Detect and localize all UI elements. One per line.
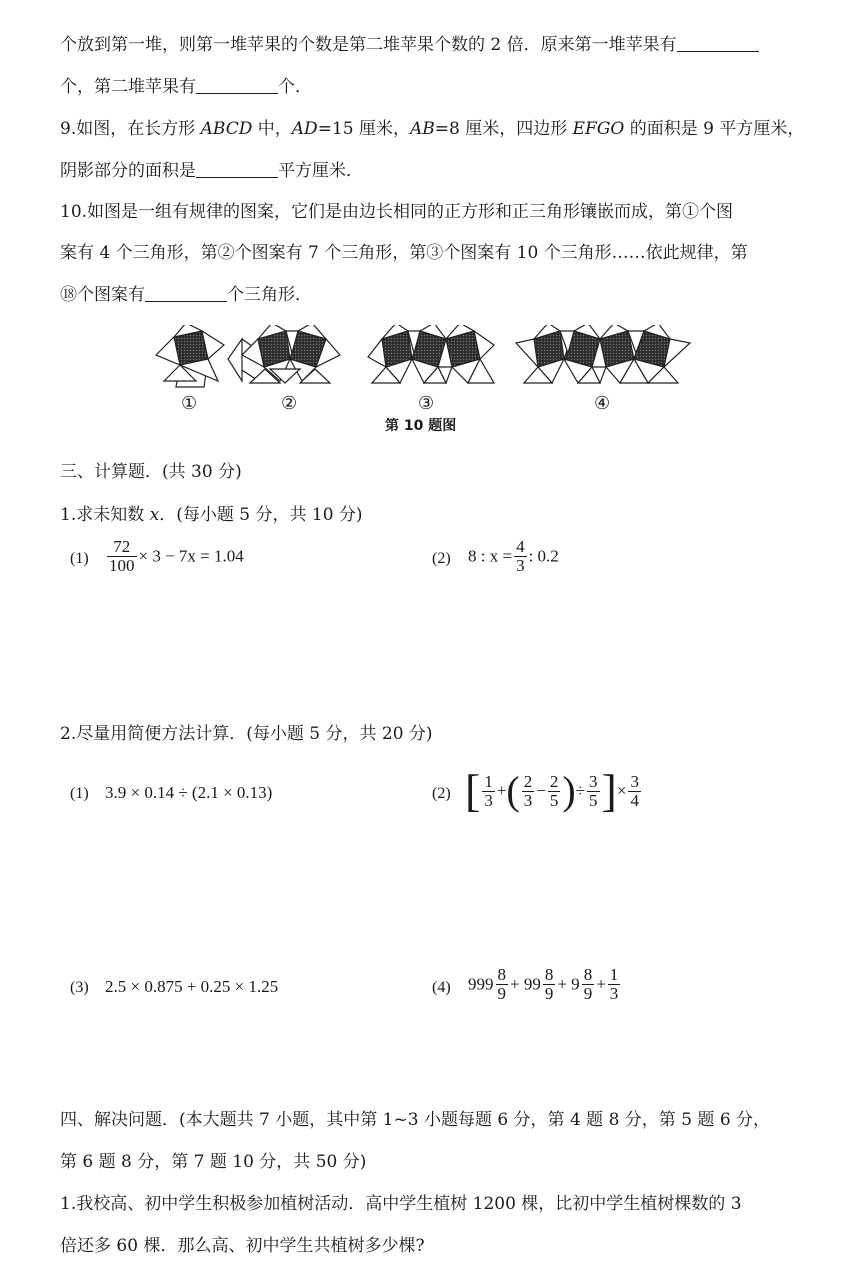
problem-1-line-1: 1.我校高、初中学生积极参加植树活动．高中学生植树 1200 棵，比初中学生植树棵数的 3 <box>60 1194 742 1214</box>
answer-blank[interactable] <box>196 75 278 94</box>
part-1-title: 1.求未知数 x．(每小题 5 分，共 10 分) <box>60 505 363 525</box>
q9-line-1: 9.如图，在长方形 ABCD 中，AD=15 厘米，AB=8 厘米，四边形 EFGO 的面积是 9 平方厘米， <box>60 119 805 139</box>
p2-3-expression: 2.5 × 0.875 + 0.25 × 1.25 <box>105 977 279 996</box>
p2-3-number: (3) <box>70 979 89 996</box>
p2-1-expression: 3.9 × 0.14 ÷ (2.1 × 0.13) <box>105 783 273 802</box>
p2-1-number: (1) <box>70 785 89 802</box>
section-3-title: 三、计算题．(共 30 分) <box>60 462 242 482</box>
p1-1-expression: $\frac{72}{100}$ × 3 − 7x = 1.04 <box>109 537 244 575</box>
answer-blank[interactable] <box>677 33 759 52</box>
problem-1-line-2: 倍还多 60 棵．那么高、初中学生共植树多少棵? <box>60 1236 425 1256</box>
q8-line-2: 个，第二堆苹果有 个． <box>60 77 312 97</box>
p2-4-number: (4) <box>432 979 451 996</box>
pattern-4 <box>516 325 690 383</box>
p1-2-expression: 8 : x = $\frac{4}{3}$ : 0.2 <box>468 537 559 575</box>
figure-caption: 第 10 题图 <box>385 418 457 434</box>
p2-4-expression: 999 $\frac{8}{9}$ + 99 $\frac{8}{9}$ + 9 $\frac{8}{9}$ + $\frac{1}{3}$ <box>468 965 619 1003</box>
answer-blank[interactable] <box>145 283 227 302</box>
pattern-1 <box>156 325 224 387</box>
p1-2-number: (2) <box>432 550 451 567</box>
q8-line-1: 个放到第一堆，则第一堆苹果的个数是第二堆苹果个数的 2 倍．原来第一堆苹果有 <box>60 33 759 57</box>
answer-blank[interactable] <box>196 159 278 178</box>
p2-2-expression: [ $\frac{1}{3}$ +( $\frac{2}{3}$ − $\frac{2}{5}$ )÷ $\frac{3}{5}$ ]× $\frac{3}{4}$ <box>465 765 639 816</box>
p2-2-number: (2) <box>432 785 451 802</box>
part-2-title: 2.尽量用简便方法计算．(每小题 5 分，共 20 分) <box>60 724 433 744</box>
figure-label-3: ③ <box>418 393 435 414</box>
section-4-title: 四、解决问题．(本大题共 7 小题，其中第 1~3 小题每题 6 分，第 4 题 8 分，第 5 题 6 分， <box>60 1110 771 1130</box>
q10-line-1: 10.如图是一组有规律的图案，它们是由边长相同的正方形和正三角形镶嵌而成，第①个图 <box>60 202 734 222</box>
q9-line-2: 阴影部分的面积是 平方厘米． <box>60 161 363 181</box>
figure-label-4: ④ <box>594 393 611 414</box>
q10-figure <box>150 325 710 395</box>
q10-line-3: ⑱个图案有 个三角形． <box>60 285 312 305</box>
pattern-2 <box>228 325 340 383</box>
section-4-title-2: 第 6 题 8 分，第 7 题 10 分，共 50 分) <box>60 1152 367 1172</box>
figure-label-1: ① <box>181 393 198 414</box>
p1-1-number: (1) <box>70 550 89 567</box>
q10-line-2: 案有 4 个三角形，第②个图案有 7 个三角形，第③个图案有 10 个三角形……依此规律，第 <box>60 243 748 263</box>
pattern-3 <box>368 325 494 383</box>
figure-label-2: ② <box>281 393 298 414</box>
